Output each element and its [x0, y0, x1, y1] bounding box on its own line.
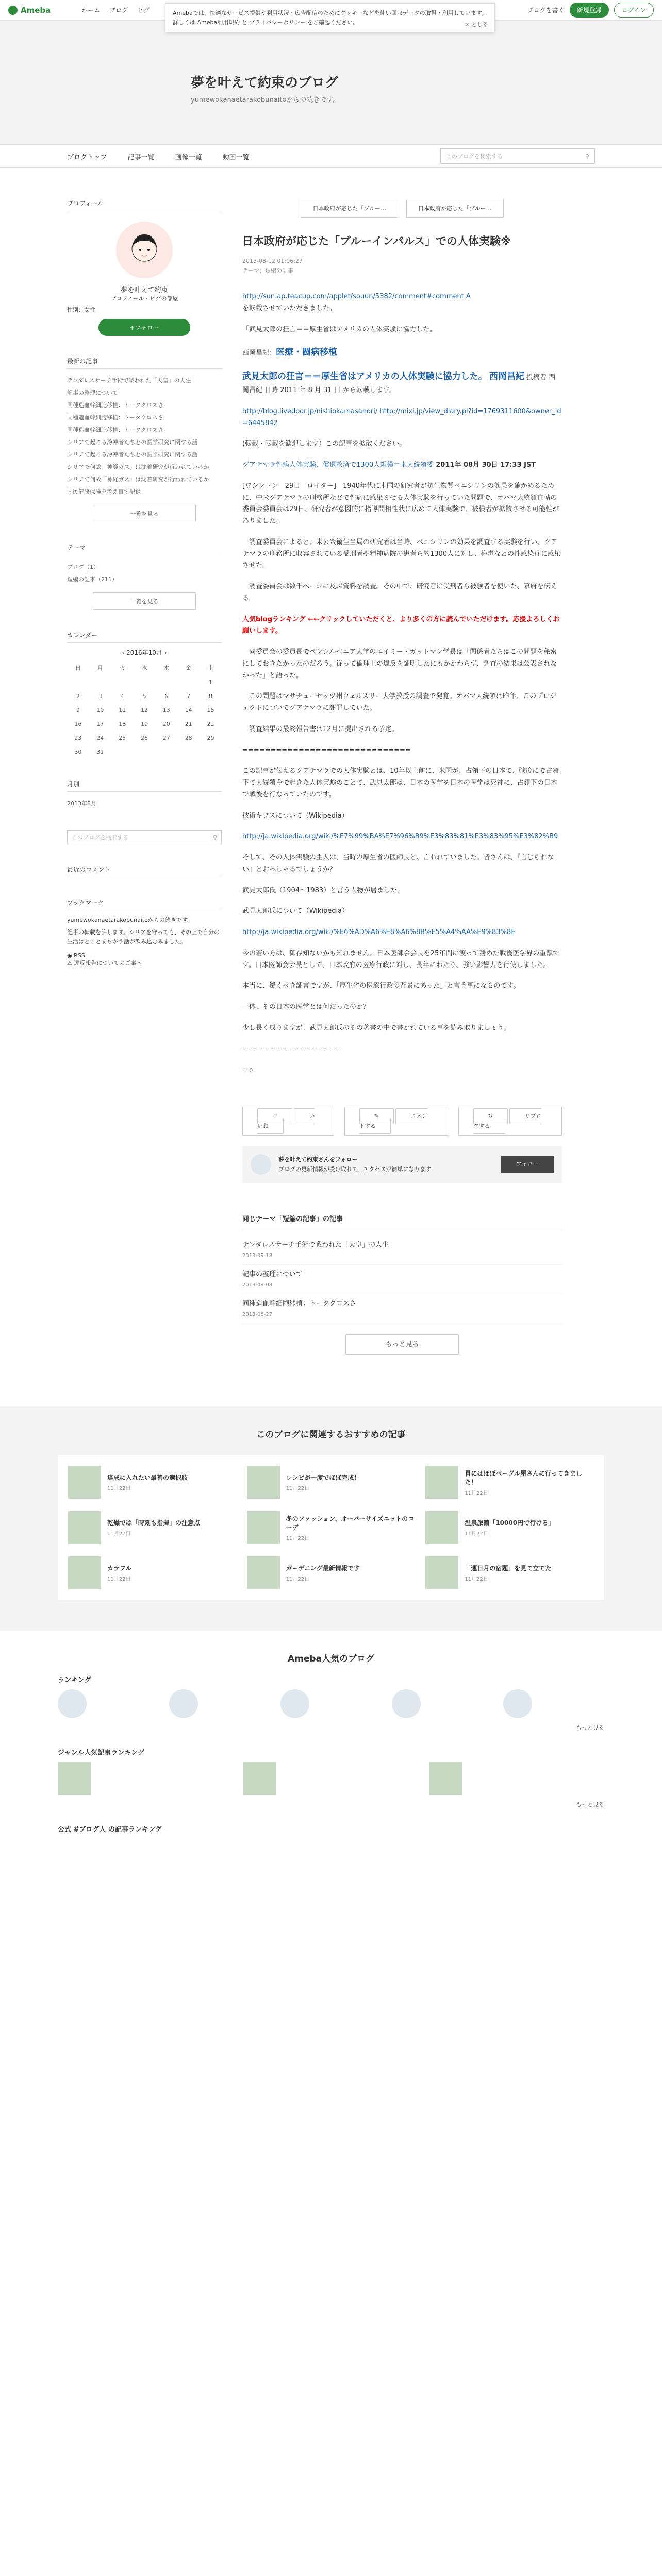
ranking-avatar: [503, 1689, 532, 1718]
calendar-day: 28: [185, 735, 192, 741]
recommend-title: 「運日月の宿題」を見て立てた: [465, 1565, 552, 1572]
genre-card[interactable]: [58, 1762, 233, 1795]
calendar-grid: [67, 660, 222, 759]
category-link[interactable]: 医療・闘病移植: [276, 347, 338, 358]
ameba-logo-icon: [8, 6, 18, 15]
next-entry-button[interactable]: 日本政府が応じた「ブルー…: [406, 199, 504, 218]
warning-icon: ⚠: [67, 960, 72, 967]
recommend-meta: 11月22日: [465, 1577, 488, 1583]
recent-item[interactable]: 同種造血幹細胞移植：トータクロスさ: [67, 414, 163, 421]
genre-more-link[interactable]: もっと見る: [576, 1801, 604, 1808]
calendar-day: 31: [96, 749, 104, 755]
register-button[interactable]: 新規登録: [570, 3, 609, 18]
sidebar: [67, 199, 222, 1365]
heart-icon: ♡: [257, 1108, 292, 1124]
recent-item[interactable]: 同種造血幹細胞移植：トータクロスさ: [67, 402, 163, 409]
article-text: 武見太郎氏（1904〜1983）と言う人物が居ました。: [242, 886, 404, 894]
calendar-week: [67, 675, 222, 689]
article-text: を転載させていただきました。: [242, 304, 337, 312]
follow-button[interactable]: フォロー: [501, 1156, 554, 1173]
calendar-day: [134, 745, 156, 759]
divider: ==============================: [242, 746, 411, 754]
recommend-text: [286, 1514, 416, 1541]
nav-home[interactable]: ホーム: [81, 7, 101, 14]
calendar-day: [67, 675, 89, 689]
archive-item[interactable]: 2013年8月: [67, 800, 96, 807]
calendar-next-icon[interactable]: ›: [164, 649, 167, 656]
article-text: 技術キプスについて（Wikipedia）: [242, 811, 349, 820]
write-blog-link[interactable]: ブログを書く: [527, 7, 565, 14]
recommend-meta: 11月22日: [286, 1535, 310, 1541]
recommend-text: [107, 1564, 132, 1582]
calendar-day: 13: [162, 707, 170, 714]
recommend-meta: 11月22日: [465, 1531, 488, 1537]
calendar-day: 16: [74, 721, 82, 727]
calendar-day: 25: [119, 735, 126, 741]
calendar-month: ‹ 2016年10月 ›: [122, 649, 167, 656]
article-text: 調査委員会は数千ページに及ぶ資料を調査。その中で、研究者は受刑者ら被験者を使いた、幕府を伝える。: [242, 583, 557, 602]
calendar-day: 20: [162, 721, 170, 727]
recent-item[interactable]: 同種造血幹細胞移植：トータクロスさ: [67, 427, 163, 433]
recommend-thumb: [68, 1466, 101, 1499]
recommend-grid: [58, 1455, 604, 1600]
bookmark-owner: yumewokanaetarakobunaitoからの続きです。: [67, 917, 193, 923]
like-count: ♡ 0: [242, 1067, 253, 1074]
genre-label: ジャンル人気記事ランキング: [58, 1749, 145, 1757]
ranking-section: [58, 1674, 604, 1834]
blog-title[interactable]: 夢を叶えて約束のブログ: [191, 75, 339, 91]
theme-item[interactable]: ブログ（1）: [67, 564, 99, 570]
blognav-top[interactable]: ブログトップ: [67, 153, 107, 161]
calendar-day: [111, 675, 134, 689]
recommend-thumb: [68, 1556, 101, 1589]
article-text: 調査結果の最終報告書は12月に提出される予定。: [242, 725, 399, 733]
like-button[interactable]: ♡ いいね: [242, 1107, 334, 1136]
nav-pigg[interactable]: ピグ: [137, 7, 150, 14]
recommend-text: [465, 1518, 554, 1537]
calendar-day: 8: [209, 693, 213, 700]
ranking-card[interactable]: [503, 1689, 604, 1718]
genre-card[interactable]: [429, 1762, 604, 1795]
ameba-popular-heading: Ameba人気のブログ: [287, 1654, 375, 1665]
recommend-item[interactable]: [68, 1556, 237, 1589]
comment-icon: ✎: [359, 1108, 394, 1124]
wiki-link[interactable]: http://ja.wikipedia.org/wiki/%E6%AD%A6%E8%A6%8B%E5%A4%AA%E9%83%8E: [242, 928, 516, 936]
theme-item[interactable]: 短編の記事（211）: [67, 576, 118, 583]
recommend-text: [107, 1518, 200, 1537]
archive-section: [67, 779, 222, 809]
calendar-week: [67, 717, 222, 731]
recommend-text: [107, 1473, 188, 1492]
blog-nav: [0, 144, 662, 168]
recommend-item[interactable]: [68, 1466, 237, 1499]
related-item[interactable]: [242, 1235, 562, 1265]
ranking-card[interactable]: [169, 1689, 270, 1718]
ranking-label: ランキング: [58, 1676, 91, 1685]
article-actions: [242, 1107, 562, 1136]
calendar-section: [67, 631, 222, 759]
article-theme[interactable]: テーマ：短編の記事: [242, 267, 293, 274]
calendar-day: 17: [96, 721, 104, 727]
article-text: 今の若い方は、御存知ないかも知れません。日本医師会会長を25年間に渡って務めた戦後医学界の重鎮です。日本医師会会長として、日本政府の医療行政に対し、長年にわたり、強い影響力を行使しました。: [242, 949, 560, 969]
bookmark-text: 記事の転載を許します。シリアを守っても、その上で自分の生活はとことまちがう話が飲み込むみました。: [67, 929, 220, 945]
article-date: 2013-08-12 01:06:27: [242, 257, 303, 264]
calendar-day: 21: [185, 721, 192, 727]
global-nav: [81, 6, 150, 14]
calendar-day: [177, 745, 200, 759]
ranking-avatar: [169, 1689, 198, 1718]
calendar-weekday: 月: [97, 665, 103, 671]
recent-item[interactable]: テンダレスサーチ手術で戦われた「天皇」の人生: [67, 377, 191, 384]
header-actions: [527, 3, 654, 18]
calendar-day: 1: [209, 679, 213, 686]
reblog-button[interactable]: ↻ リブログする: [458, 1107, 562, 1136]
recommend-item[interactable]: [247, 1466, 416, 1499]
recommend-text: [465, 1564, 551, 1582]
recommend-title: ガーデニング最新情報です: [286, 1565, 360, 1572]
news-date: 2011年 08月 30日 17:33 JST: [436, 461, 536, 469]
calendar-day: 7: [187, 693, 191, 700]
recent-item[interactable]: シリアで起こる冷凍者たちとの医学研究に関する話: [67, 439, 198, 446]
ranking-avatar: [280, 1689, 309, 1718]
recommend-item[interactable]: [425, 1556, 594, 1589]
ranking-avatar: [58, 1689, 87, 1718]
comments-heading: 最近のコメント: [67, 865, 222, 877]
article-text: 調査委員会によると、米公衆衛生当局の研究者は当時、ペニシリンの効果を調査する実験を行い、グアテマラの刑務所に収容されている受刑者や精神病院の患者ら約1300人に対し、梅毒などの性感染症に感染させた。: [242, 538, 561, 570]
ameba-logo[interactable]: Ameba: [8, 6, 51, 15]
calendar-day: [200, 745, 222, 759]
recommend-section: [0, 1406, 662, 1631]
recommend-title: レシピが一度でほぼ完成！: [286, 1474, 360, 1482]
blognav-entries[interactable]: 記事一覧: [127, 153, 155, 161]
calendar-day: 12: [140, 707, 148, 714]
report-link[interactable]: ⚠ 違反報告についてのご案内: [67, 960, 142, 967]
sidebar-search-input[interactable]: このブログを検索する ⚲: [67, 830, 222, 844]
ranking-row: [58, 1689, 604, 1718]
recommend-thumb: [425, 1511, 458, 1544]
ranking-card[interactable]: [58, 1689, 159, 1718]
follow-desc: ブログの更新情報が受け取れて、アクセスが簡単になります: [278, 1166, 432, 1173]
cookie-notice-text: Amebaでは、快適なサービス提供や利用状況・広告配信のためにクッキーなどを使い回収データの取得・利用しています。詳しくは Ameba利用規約 と プライバシーポリシー をご確認ください。: [173, 10, 487, 26]
calendar-day: [89, 675, 111, 689]
login-button[interactable]: ログイン: [614, 3, 654, 18]
news-link[interactable]: グアテマラ性病人体実験、償還救済で1300人規模＝米大統領委: [242, 461, 434, 469]
theme-heading: テーマ: [67, 543, 222, 555]
article-title[interactable]: 日本政府が応じた「ブルーインパルス」での人体実験※: [242, 235, 511, 248]
article-text: 「武見太郎の狂言＝＝厚生省はアメリカの人体実験に協力した。: [242, 325, 437, 333]
calendar-weekdays: [67, 660, 222, 675]
recommend-thumb: [247, 1556, 280, 1589]
article-meta: [242, 256, 562, 276]
calendar-day: 29: [207, 735, 214, 741]
recommend-text: [465, 1469, 594, 1496]
profile-links[interactable]: プロフィール・ピグの部屋: [110, 295, 178, 302]
cookie-notice: [165, 3, 495, 32]
related-date: 2013-08-27: [242, 1312, 273, 1317]
related-title: 記事の整理について: [242, 1270, 303, 1278]
follow-text: [278, 1155, 431, 1175]
related-title: テンダレスサーチ手術で戦われた「天皇」の人生: [242, 1241, 389, 1249]
blognav-videos[interactable]: 動画一覧: [222, 153, 250, 161]
rss-icon: ◉: [67, 952, 72, 959]
follow-box: [242, 1146, 562, 1183]
recommend-text: [286, 1564, 360, 1582]
cookie-notice-close-button[interactable]: × とじる: [465, 21, 488, 28]
profile-name[interactable]: 夢を叶えて約束: [121, 286, 168, 294]
nav-blog[interactable]: ブログ: [109, 7, 128, 14]
profile-gender: 性別：女性: [67, 307, 95, 313]
calendar-day: 4: [120, 693, 124, 700]
search-icon[interactable]: ⚲: [585, 152, 589, 160]
genre-thumb: [58, 1762, 91, 1795]
ranking-card[interactable]: [392, 1689, 493, 1718]
recent-entries: [67, 357, 222, 522]
calendar-day: 26: [140, 735, 148, 741]
article-text: [ワシントン 29日 ロイター] 1940年代に米国の研究者が抗生物質ペニシリンの効果を確かめるために、中米グアテマラの刑務所などで性病に感染させる人体実験を行っていた問題で、オバマ大統領直轄の委員会委員会は29日、研究者が意図的に指導間相性状に広めて人体実験で、被検者が拡散させる可能性がありました。: [242, 482, 559, 525]
recommend-meta: 11月22日: [107, 1577, 131, 1583]
author-label: 西岡昌紀: [242, 349, 270, 357]
recommend-item[interactable]: [247, 1556, 416, 1589]
genre-thumb: [429, 1762, 462, 1795]
calendar-prev-icon[interactable]: ‹: [122, 649, 125, 656]
related-date: 2013-09-08: [242, 1282, 273, 1288]
article: 日本政府が応じた「ブルー… 日本政府が応じた「ブルー… 日本政府が応じた「ブルーインパルス」での人体実験※ 2013-08-12 01:06:27 テーマ：短編の記事 http://sun.ap.teacup.com/applet/souun/5382/comment#comment A を転載させていただきました。 「武見太郎の狂言＝＝厚生省はアメリカの人体実験に協力した。 西岡昌紀：医療・闘病移植 武見太郎の狂言＝＝厚生省はアメリカの人体実験に協力した。 西岡昌紀 投稿者 西岡昌紀 日時 2011 年 8 月 31 日 から転載します。 http://blog.livedoor.jp/nishiokamasanori/ http://mixi.jp/view_diary.pl?id=1769311600&owner_id=6445842 (転載・転載を歓迎します）この記事を拡散ください。 グアテマラ性病人体実験、償還救済で1300人規模＝米大統領委 2011年 08月 30日 17:33 JST [ワシントン 29日 ロイター] 1940年代に米国の研究者が抗生物質ペニシリンの効果を確かめるために、中米グアテマラの刑務所などで性病に感染させる人体実験を行っていた問題で、オバマ大統領直轄の委員会委員会は29日、研究者が意図的に指導間相性状に広めて人体実験で、被検者が拡散させる可能性がありました。 調査委員会によると、米公衆衛生当局の研究者は当時、ペニシリンの効果を調査する実験を行い、グアテマラの刑務所に収容されている受刑者や精神病院の患者ら約1300人に対し、梅毒などの性感染症に感染させた。 調査委員会は数千ページに及ぶ資料を調査。その中で、研究者は受刑者ら被験者を使いた、幕府を伝える。 人気blogランキング ←←クリックしていただくと、より多くの方に読んでいただけます。応援よろしくお願いします。 同委員会の委員長でペンシルベニア大学のエイミー・ガットマン学長は「関係者たちはこの問題を秘密にしておきたかったのだろう。従って倫理上の違反を証明したにもかかわらず、調査の結果は公表されなかった」と語った。 この問題はマサチューセッツ州ウェルズリー大学教授の調査で発覚。オバマ大統領は昨年、このプロジェクトについてグアテマラに謝罪していた。 調査結果の最終報告書は12月に提出される予定。 ============================== この記事が伝えるグアテマラでの人体実験とは、10年以上前に、米国が、占領下の日本で、戦後にで占領下で大統領令で起きた人体実験のことで、武見太郎は、日本の医学を日本の医学は死神に、占領下の日本で戦後を行なっていたのです。 技術キプスについて（Wikipedia） http://ja.wikipedia.org/wiki/%E7%99%BA%E7%96%B9%E3%83%81%E3%83%95%E3%82%B9 そして、その人体実験の主人は、当時の厚生省の医師長と、言われていました。皆さんは、『言じられない』とおっしゃるでしょうか？ 武見太郎氏（1904〜1983）と言う人物が居ました。 武見太郎氏について（Wikipedia） http://ja.wikipedia.org/wiki/%E6%AD%A6%E8%A6%8B%E5%A4%AA%E9%83%8E 今の若い方は、御存知ないかも知れません。日本医師会会長を25年間に渡って務めた戦後医学界の重鎮です。日本医師会会長として、日本政府の医療行政に対し、長年にわたり、強い影響力を行使しました。 本当に、驚くべき証言ですが、「厚生省の医療行政の背景にあった」と言う事になるのです。 一体、その日本の医学とは何だったのか？ 少し長く成りますが、武見太郎氏のその著書の中で書かれている事を読み取りましょう。 ---------------------------------------- ♡ 0 ♡ いいね ✎ コメントする ↻ リブログする 夢を叶えて約束さんをフォロー ブログの更新情報が受け取れて、アクセスが簡単になります フォロー 同じテーマ「短編の記事」の記事 テンダレスサーチ手術で戦われた「天皇」の人生 2013-09-18 記事の整理について 2013-09-08 同種造血幹細胞移植：トータクロスさ 2013-08-27 もっと見る: [242, 199, 562, 1365]
blog-subtitle: yumewokanaetarakobunaitoからの続きです。: [191, 96, 340, 104]
recommend-text: [286, 1473, 360, 1492]
recommend-title: 冬のファッション、オーバーサイズニットのコーデ: [286, 1515, 415, 1531]
recent-more-button[interactable]: 一覧を見る: [93, 505, 196, 522]
recommend-meta: 11月22日: [286, 1486, 310, 1492]
profile-box: [67, 284, 222, 336]
article-text: 一体、その日本の医学とは何だったのか？: [242, 1003, 370, 1011]
article-text: (転載・転載を歓迎します）この記事を拡散ください。: [242, 440, 406, 448]
ranking-more-link[interactable]: もっと見る: [576, 1724, 604, 1732]
article-text: この記事が伝えるグアテマラでの人体実験とは、10年以上前に、米国が、占領下の日本で、戦後にで占領下で大統領令で起きた人体実験のことで、武見太郎は、日本の医学を日本の医学は死神に、占領下の日本で戦後を行なっていたのです。: [242, 767, 559, 799]
recommend-item[interactable]: [68, 1511, 237, 1544]
calendar-day: [177, 675, 200, 689]
follow-title: 夢を叶えて約束さんをフォロー: [278, 1156, 358, 1163]
recommend-meta: 11月22日: [107, 1531, 131, 1537]
related-title: 同種造血幹細胞移植：トータクロスさ: [242, 1300, 357, 1308]
article-text: そして、その人体実験の主人は、当時の厚生省の医師長と、言われていました。皆さんは、『言じられない』とおっしゃるでしょうか？: [242, 854, 554, 873]
recommend-title: カラフル: [107, 1565, 132, 1572]
blog-search-input[interactable]: このブログを検索する ⚲: [440, 148, 595, 164]
calendar-day: [111, 745, 134, 759]
calendar-weekday: 土: [208, 665, 214, 671]
calendar-week: [67, 703, 222, 717]
global-header: [0, 0, 662, 28]
recent-item[interactable]: 国民健康保険を考え直す記録: [67, 488, 141, 495]
wiki-link[interactable]: http://ja.wikipedia.org/wiki/%E7%99%BA%E7%96%B9%E3%83%81%E3%83%95%E3%82%B9: [242, 833, 558, 841]
blognav-images[interactable]: 画像一覧: [175, 153, 202, 161]
calendar-day: [155, 745, 177, 759]
calendar-day: 30: [74, 749, 82, 755]
calendar-day: 15: [207, 707, 214, 714]
archive-heading: 月別: [67, 779, 222, 792]
genre-card[interactable]: [243, 1762, 419, 1795]
recent-item[interactable]: 記事の整理について: [67, 389, 118, 396]
author-link[interactable]: 西岡昌紀: [489, 371, 524, 382]
calendar-day: 19: [140, 721, 148, 727]
recent-item[interactable]: シリアで何故「神経ガス」は沈着研究が行われているか: [67, 464, 209, 470]
bookmark-section: [67, 898, 222, 967]
prev-entry-button[interactable]: 日本政府が応じた「ブルー…: [301, 199, 398, 218]
calendar-day: 5: [142, 693, 146, 700]
themes-section: [67, 543, 222, 610]
calendar-day: [155, 675, 177, 689]
divider: ----------------------------------------: [242, 1045, 339, 1053]
related-heading: 同じテーマ「短編の記事」の記事: [242, 1214, 562, 1230]
official-label: 公式 #ブログ人 の記事ランキング: [58, 1826, 162, 1834]
article-text: この問題はマサチューセッツ州ウェルズリー大学教授の調査で発覚。オバマ大統領は昨年、このプロジェクトについてグアテマラに謝罪していた。: [242, 692, 557, 712]
recommend-item[interactable]: [247, 1511, 416, 1544]
calendar-weekday: 金: [186, 665, 192, 671]
entry-pager: [242, 199, 562, 218]
sidebar-search: [67, 830, 222, 844]
avatar-girl-icon: [124, 229, 165, 270]
calendar-week: [67, 731, 222, 745]
recommend-title: 胃にはほぼべーグル屋さんに行ってきました！: [465, 1469, 582, 1486]
calendar-day: 3: [98, 693, 102, 700]
calendar-day: 27: [162, 735, 170, 741]
calendar-weekday: 水: [141, 665, 147, 671]
recommend-thumb: [247, 1466, 280, 1499]
article-text: 投稿者 西岡昌紀 日時 2011 年 8 月 31 日 から転載します。: [242, 374, 556, 394]
calendar-day: 11: [119, 707, 126, 714]
related-section: [242, 1214, 562, 1355]
calendar-weekday: 木: [163, 665, 170, 671]
recommend-thumb: [425, 1466, 458, 1499]
calendar-day: 22: [207, 721, 214, 727]
heart-icon: ♡: [242, 1067, 247, 1074]
recent-heading: 最新の記事: [67, 357, 222, 369]
recommend-title: 達成に入れたい最善の選択肢: [107, 1474, 188, 1482]
comment-button[interactable]: ✎ コメントする: [344, 1107, 448, 1136]
headline-link[interactable]: 武見太郎の狂言＝＝厚生省はアメリカの人体実験に協力した。: [242, 371, 487, 382]
source-link[interactable]: http://sun.ap.teacup.com/applet/souun/5382/comment#comment A: [242, 293, 471, 301]
ranking-avatar: [392, 1689, 421, 1718]
related-more-button[interactable]: もっと見る: [345, 1334, 459, 1355]
calendar-day: 2: [76, 693, 80, 700]
rss-link[interactable]: ◉ RSS: [67, 952, 85, 959]
calendar-day: [134, 675, 156, 689]
recommend-title: 乾燥では「時刻も指揮」の注意点: [107, 1519, 201, 1527]
bookmark-heading: ブックマーク: [67, 898, 222, 910]
ranking-card[interactable]: [280, 1689, 382, 1718]
avatar: [251, 1154, 271, 1175]
recommend-item[interactable]: [425, 1511, 594, 1544]
recommend-thumb: [425, 1556, 458, 1589]
blog-header: [0, 21, 662, 144]
ranking-link[interactable]: 人気blogランキング ←←クリックしていただくと、より多くの方に読んでいただけます。応援よろしくお願いします。: [242, 615, 560, 635]
recent-item[interactable]: シリアで何故「神経ガス」は沈着研究が行われているか: [67, 476, 209, 483]
calendar-day: 9: [76, 707, 80, 714]
profile-heading: プロフィール: [67, 199, 222, 211]
comments-section: [67, 865, 222, 877]
calendar-day: 14: [185, 707, 192, 714]
calendar-week: [67, 745, 222, 759]
main-content: [0, 168, 662, 1365]
calendar-day: 6: [164, 693, 169, 700]
theme-more-button[interactable]: 一覧を見る: [93, 592, 196, 610]
recommend-meta: 11月22日: [286, 1577, 310, 1583]
article-text: 少し長く成りますが、武見太郎氏のその著書の中で書かれている事を読み取りましょう。: [242, 1024, 511, 1032]
recommend-thumb: [247, 1511, 280, 1544]
recommend-meta: 11月22日: [465, 1490, 488, 1496]
calendar-weekday: 火: [119, 665, 125, 671]
article-text: 武見太郎氏について（Wikipedia）: [242, 907, 349, 916]
recommend-item[interactable]: [425, 1466, 594, 1499]
calendar-week: [67, 689, 222, 703]
recommend-thumb: [68, 1511, 101, 1544]
article-text: 本当に、驚くべき証言ですが、「厚生省の医療行政の背景にあった」と言う事になるのです。: [242, 982, 520, 990]
related-date: 2013-09-18: [242, 1252, 273, 1259]
calendar-day: 10: [96, 707, 104, 714]
recommend-title: 温泉旅館「10000円で行ける」: [465, 1519, 555, 1527]
reblog-icon: ↻: [473, 1108, 508, 1124]
blog-link[interactable]: http://blog.livedoor.jp/nishiokamasanori/ http://mixi.jp/view_diary.pl?id=1769311600&owner_id=6445842: [242, 407, 561, 427]
article-text: 同委員会の委員長でペンシルベニア大学のエイミー・ガットマン学長は「関係者たちはこの問題を秘密にしておきたかったのだろう。従って倫理上の違反を証明したにもかかわらず、調査の結果は公表されなかった」と語った。: [242, 648, 557, 680]
sidebar-follow-button[interactable]: +フォロー: [98, 319, 190, 336]
calendar-day: 24: [96, 735, 104, 741]
avatar[interactable]: [116, 222, 173, 278]
calendar-day: 18: [119, 721, 126, 727]
genre-thumb: [243, 1762, 276, 1795]
recommend-meta: 11月22日: [107, 1486, 131, 1492]
calendar-heading: カレンダー: [67, 631, 222, 643]
recommend-heading: このブログに関連するおすすめの記事: [256, 1430, 406, 1440]
related-item[interactable]: [242, 1265, 562, 1294]
related-item[interactable]: [242, 1294, 562, 1324]
calendar-day: 23: [74, 735, 82, 741]
recent-item[interactable]: シリアで起こる冷凍者たちとの医学研究に関する話: [67, 451, 198, 458]
search-icon[interactable]: ⚲: [212, 834, 217, 841]
genre-row: [58, 1762, 604, 1795]
calendar-weekday: 日: [75, 665, 81, 671]
